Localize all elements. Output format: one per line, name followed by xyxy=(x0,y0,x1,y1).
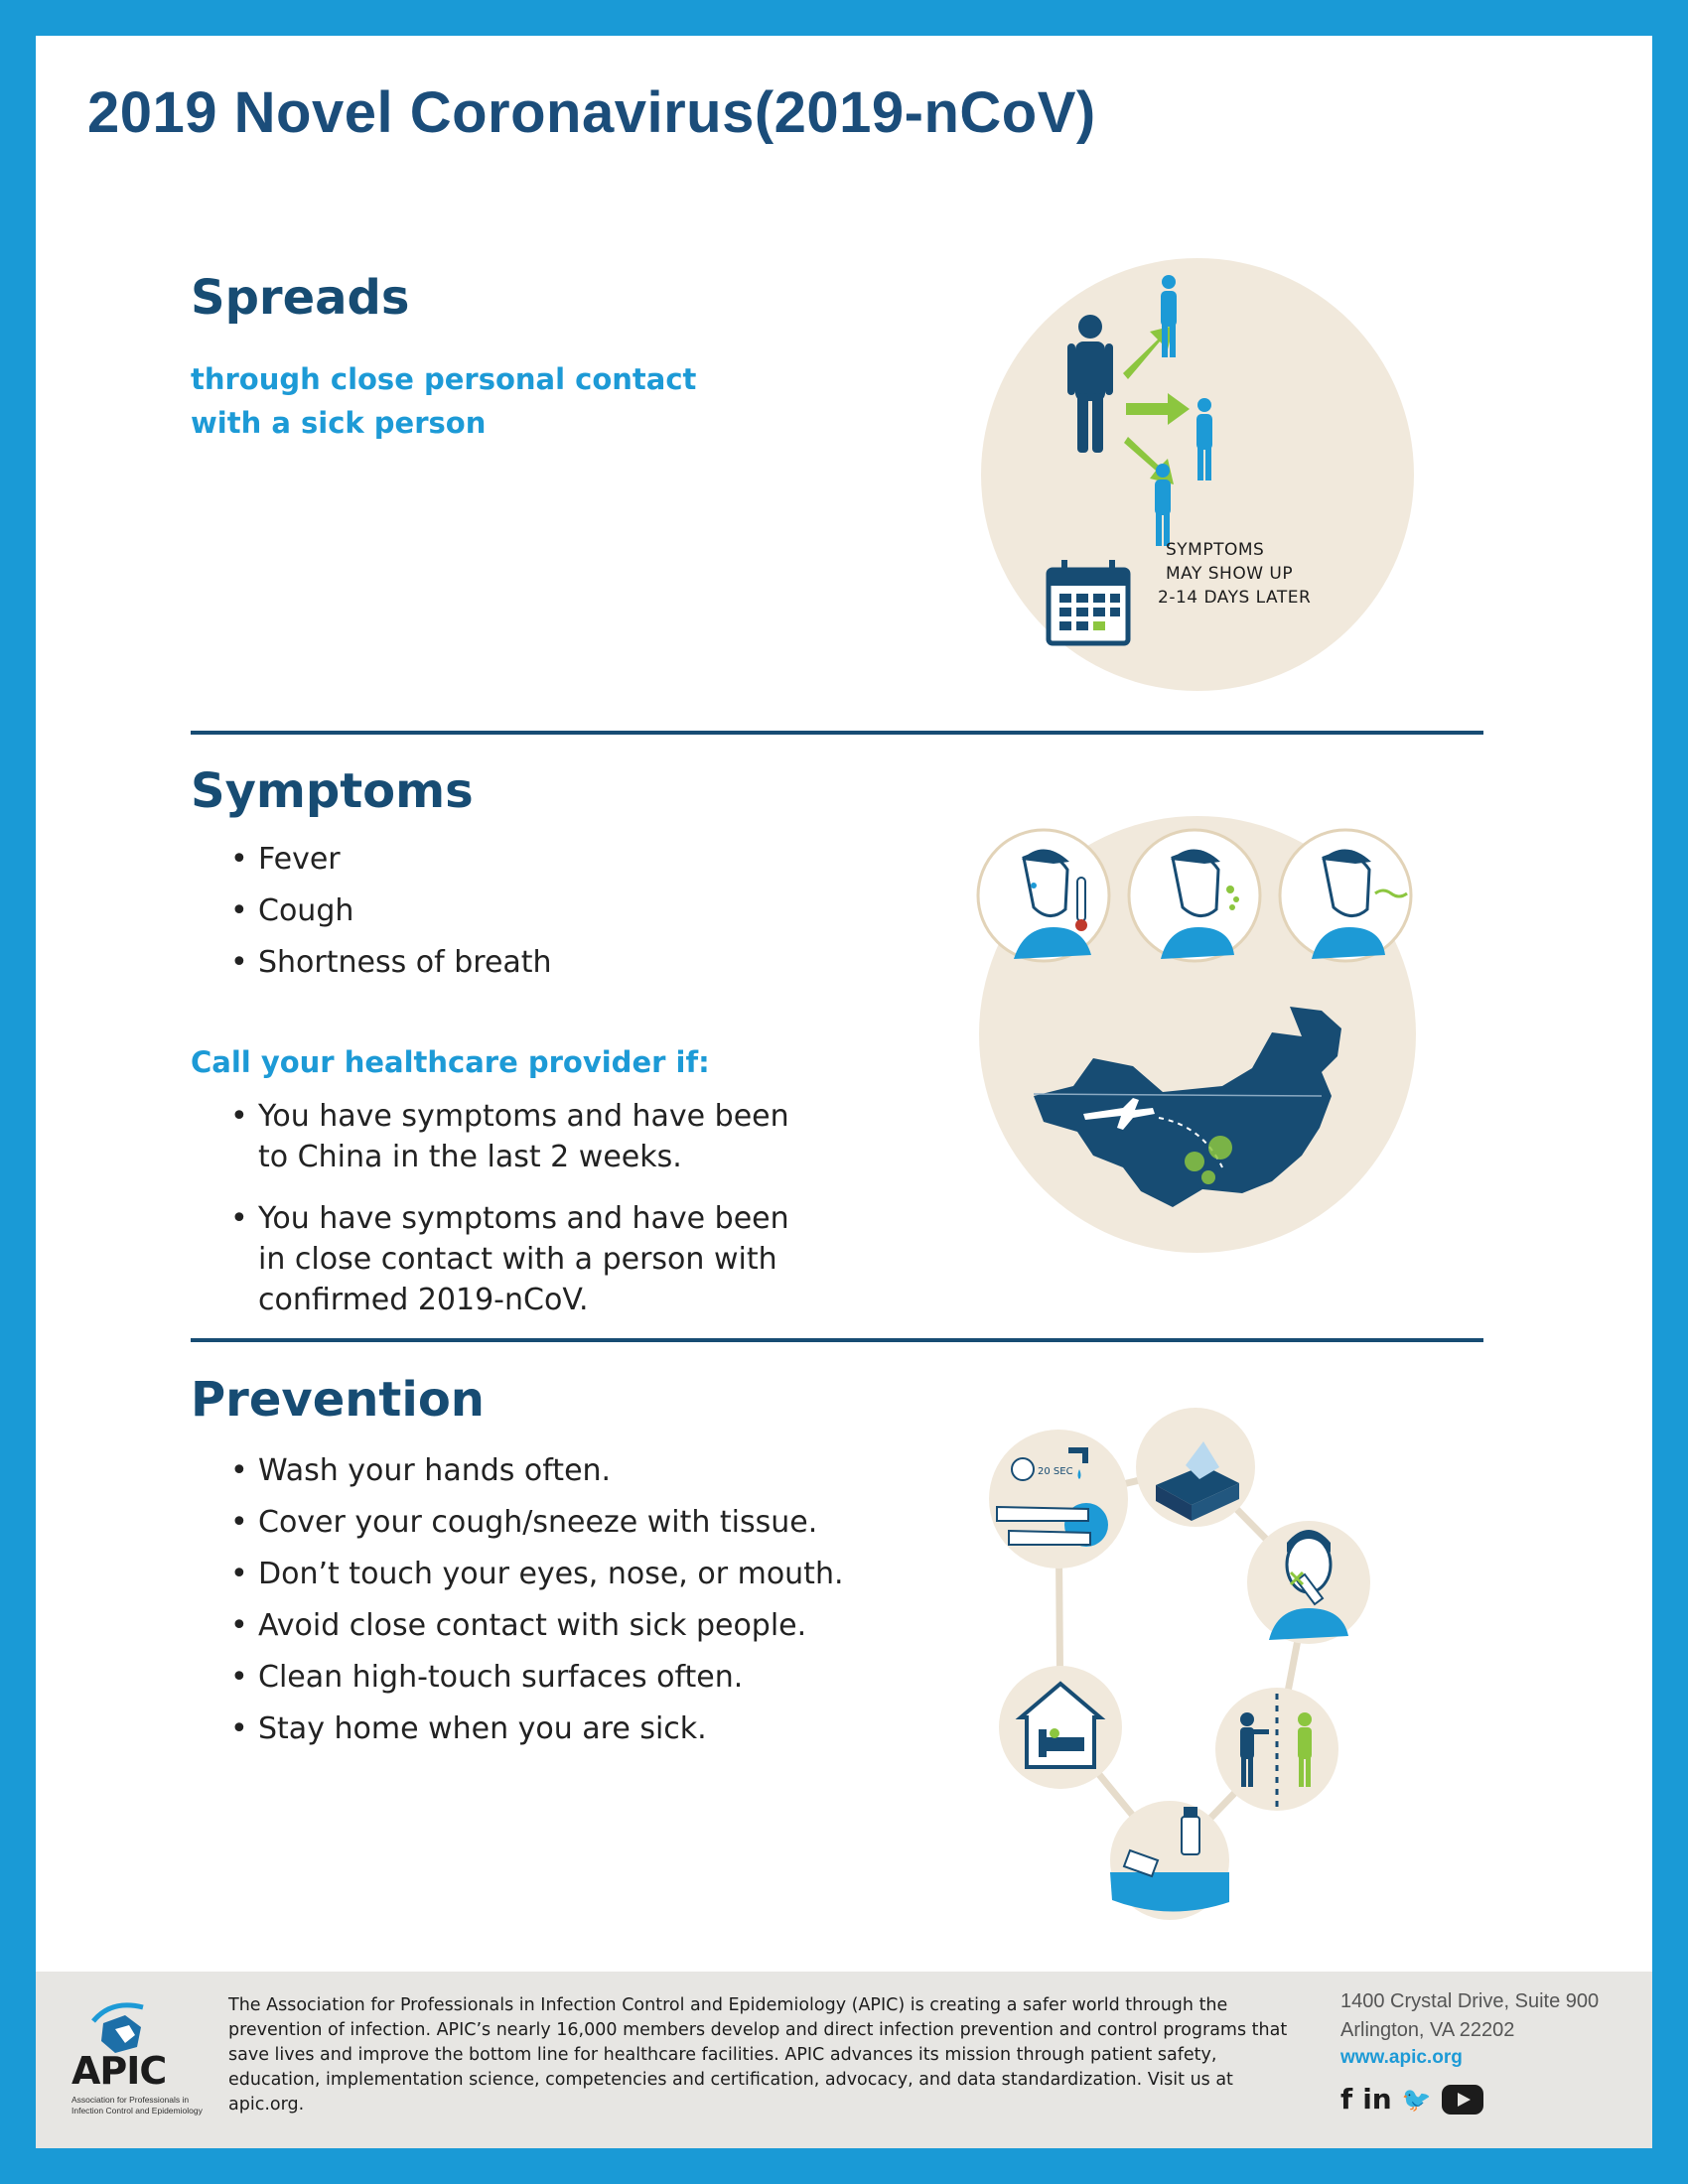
section-divider-2 xyxy=(191,1338,1483,1342)
prevention-heading: Prevention xyxy=(191,1372,485,1428)
symptom-item: • Shortness of breath xyxy=(230,937,552,989)
condition-2-line3: confirmed 2019-nCoV. xyxy=(258,1283,589,1317)
symptom-item: • Fever xyxy=(230,834,552,886)
spread-illustration xyxy=(979,254,1436,711)
youtube-icon[interactable] xyxy=(1442,2085,1483,2115)
condition-item xyxy=(230,1198,789,1320)
shortness-of-breath-icon xyxy=(1280,830,1411,961)
social-links xyxy=(1340,2083,1483,2116)
stay-home-icon xyxy=(999,1666,1122,1789)
symptoms-list xyxy=(230,834,552,989)
condition-1-line1: • You have symptoms and have been xyxy=(258,1099,789,1134)
condition-2-line1: • You have symptoms and have been xyxy=(258,1201,789,1236)
symptom-item: • Cough xyxy=(230,886,552,937)
prevention-item: • Don’t touch your eyes, nose, or mouth. xyxy=(230,1549,844,1600)
apic-logo-subtext: Association for Professionals in Infection Control and Epidemiology xyxy=(71,2095,203,2116)
clean-surfaces-icon xyxy=(1110,1801,1229,1920)
facebook-icon[interactable]: f xyxy=(1340,2083,1353,2116)
poster-page xyxy=(36,36,1652,2148)
apic-address xyxy=(1340,1987,1599,2045)
symptoms-illustration xyxy=(974,798,1451,1275)
no-face-touch-icon xyxy=(1247,1521,1370,1644)
footer xyxy=(36,1972,1652,2148)
condition-2-line2: in close contact with a person with xyxy=(258,1242,777,1277)
page-title: 2019 Novel Coronavirus(2019-nCoV) xyxy=(87,80,1096,145)
apic-mission-text: The Association for Professionals in Infection Control and Epidemiology (APIC) is creating a safer world through the prevention of infection. APIC’s nearly 16,000 members develop and direct infection prevention and control programs that save lives and improve the bottom line for healthcare facilities. APIC advances its mission through patient safety, education, implementation science, competencies and certification, advocacy, and data standardization. Visit us at apic.org. xyxy=(228,1995,1288,2115)
incubation-callout xyxy=(1158,538,1311,610)
apic-logo-text: APIC xyxy=(71,2049,167,2093)
fever-icon xyxy=(978,830,1109,961)
prevention-illustration xyxy=(949,1406,1466,1922)
linkedin-icon[interactable]: in xyxy=(1362,2083,1392,2116)
callout-line1: SYMPTOMS xyxy=(1166,540,1265,560)
spreads-subtitle-line2: with a sick person xyxy=(191,406,487,440)
tissue-box-icon xyxy=(1136,1408,1255,1527)
prevention-item: • Stay home when you are sick. xyxy=(230,1704,844,1755)
prevention-item: • Clean high-touch surfaces often. xyxy=(230,1652,844,1704)
cough-icon xyxy=(1129,830,1260,961)
apic-website-link[interactable]: www.apic.org xyxy=(1340,2047,1463,2068)
call-conditions-list xyxy=(230,1096,789,1341)
call-provider-heading: Call your healthcare provider if: xyxy=(191,1045,710,1079)
callout-line3: 2-14 DAYS LATER xyxy=(1158,588,1312,608)
section-divider-1 xyxy=(191,731,1483,735)
timer-label: 20 SEC xyxy=(1038,1466,1073,1477)
address-line1: 1400 Crystal Drive, Suite 900 xyxy=(1340,1990,1600,2012)
prevention-list xyxy=(230,1445,844,1755)
social-distance-icon xyxy=(1215,1688,1338,1811)
spreads-subtitle-line1: through close personal contact xyxy=(191,362,697,396)
handwashing-icon xyxy=(989,1430,1128,1569)
prevention-item: • Cover your cough/sneeze with tissue. xyxy=(230,1497,844,1549)
symptoms-heading: Symptoms xyxy=(191,763,474,819)
condition-1-line2: to China in the last 2 weeks. xyxy=(258,1140,682,1174)
spreads-heading: Spreads xyxy=(191,270,410,326)
callout-line2: MAY SHOW UP xyxy=(1166,564,1294,584)
address-line2: Arlington, VA 22202 xyxy=(1340,2019,1515,2041)
twitter-icon[interactable]: 🐦 xyxy=(1401,2085,1432,2114)
prevention-item: • Wash your hands often. xyxy=(230,1445,844,1497)
calendar-icon xyxy=(1049,560,1128,643)
prevention-item: • Avoid close contact with sick people. xyxy=(230,1600,844,1652)
condition-item xyxy=(230,1096,789,1177)
spreads-subtitle xyxy=(191,357,696,445)
